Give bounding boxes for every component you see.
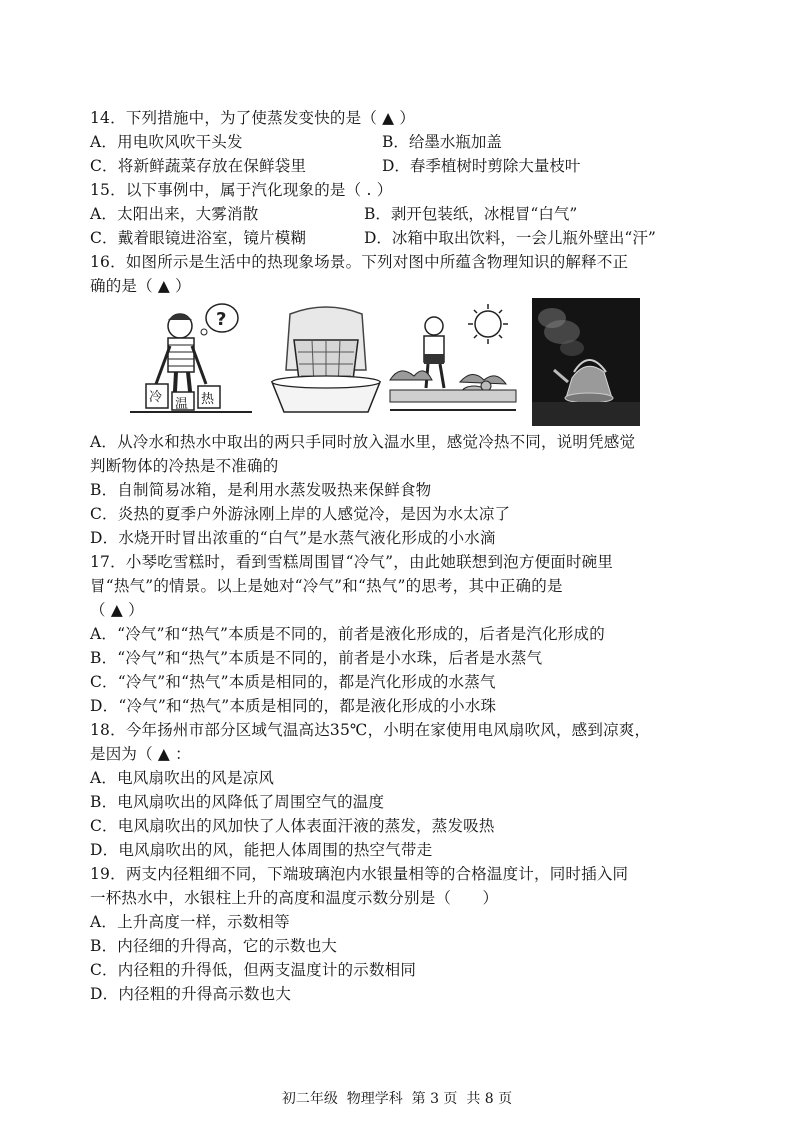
q14-option-c: C．将新鲜蔬菜存放在保鲜袋里: [90, 157, 307, 175]
q16-option-a-line2: 判断物体的冷热是不准确的: [90, 457, 279, 475]
page-footer: 初二年级 物理学科 第 3 页 共 8 页: [281, 1091, 513, 1107]
q18-stem-line2: 是因为（ ▲ ：: [90, 745, 191, 763]
q18-option-c: C．电风扇吹出的风加快了人体表面汗液的蒸发，蒸发吸热: [90, 817, 495, 835]
q16-stem-line2: 确的是（ ▲ ）: [90, 277, 191, 295]
q14-option-d: D．春季植树时剪除大量枝叶: [382, 157, 581, 175]
q14-stem: 14．下列措施中，为了使蒸发变快的是（ ▲ ）: [90, 109, 416, 127]
q16-option-a-line1: A．从冷水和热水中取出的两只手同时放入温水里，感觉冷热不同，说明凭感觉: [90, 433, 636, 451]
q15-stem: 15．以下事例中，属于汽化现象的是（ . ）: [90, 181, 393, 199]
q17-stem-line1: 17．小琴吃雪糕时，看到雪糕周围冒“冷气”，由此她联想到泡方便面时碗里: [90, 553, 614, 571]
figure-simple-fridge: [268, 300, 384, 420]
q15-option-d: D．冰箱中取出饮料，一会儿瓶外壁出“汗”: [364, 229, 656, 247]
q18-option-d: D．电风扇吹出的风，能把人体周围的热空气带走: [90, 841, 433, 859]
figure-swimmer: [388, 300, 518, 420]
q17-option-b: B．“冷气”和“热气”本质是不同的，前者是小水珠，后者是水蒸气: [90, 649, 543, 667]
basin-label-warm: 温: [175, 397, 189, 412]
q17-option-c: C．“冷气”和“热气”本质是相同的，都是汽化形成的水蒸气: [90, 673, 496, 691]
q16-option-b: B．自制简易冰箱，是利用水蒸发吸热来保鲜食物: [90, 481, 432, 499]
q15-option-c: C．戴着眼镜进浴室，镜片模糊: [90, 229, 307, 247]
q19-stem-line2: 一杯热水中，水银柱上升的高度和温度示数分别是（ ）: [90, 889, 499, 907]
q17-stem-line3: （ ▲ ）: [90, 601, 144, 619]
basin-label-cold: 冷: [149, 390, 163, 405]
q14-option-a: A．用电吹风吹干头发: [90, 133, 243, 151]
q18-option-b: B．电风扇吹出的风降低了周围空气的温度: [90, 793, 385, 811]
figure-hand-basins: [128, 300, 254, 420]
svg-text:?: ?: [216, 309, 227, 330]
q19-option-d: D．内径粗的升得高示数也大: [90, 985, 292, 1003]
q18-stem-line1: 18．今年扬州市部分区域气温高达35℃，小明在家使用电风扇吹风，感到凉爽，: [90, 721, 651, 739]
q17-option-a: A．“冷气”和“热气”本质是不同的，前者是液化形成的，后者是汽化形成的: [90, 625, 605, 643]
q19-option-b: B．内径细的升得高，它的示数也大: [90, 937, 338, 955]
q16-option-d: D．水烧开时冒出浓重的“白气”是水蒸气液化形成的小水滴: [90, 529, 496, 547]
figure-kettle-steam: [532, 298, 640, 426]
q17-stem-line2: 冒“热气”的情景。以上是她对“冷气”和“热气”的思考，其中正确的是: [90, 577, 563, 595]
basin-label-hot: 热: [201, 392, 215, 407]
q16-option-c: C．炎热的夏季户外游泳刚上岸的人感觉冷，是因为水太凉了: [90, 505, 511, 523]
q19-option-c: C．内径粗的升得低，但两支温度计的示数相同: [90, 961, 417, 979]
q19-stem-line1: 19．两支内径粗细不同，下端玻璃泡内水银量相等的合格温度计，同时插入同: [90, 865, 629, 883]
q17-option-d: D．“冷气”和“热气”本质是相同的，都是液化形成的小水珠: [90, 697, 497, 715]
q19-option-a: A．上升高度一样，示数相等: [90, 913, 290, 931]
q16-stem-line1: 16．如图所示是生活中的热现象场景。下列对图中所蕴含物理知识的解释不正: [90, 253, 629, 271]
q14-option-b: B．给墨水瓶加盖: [382, 133, 502, 151]
q18-option-a: A．电风扇吹出的风是凉风: [90, 769, 275, 787]
q15-option-a: A．太阳出来，大雾消散: [90, 205, 259, 223]
q15-option-b: B．剥开包装纸，冰棍冒“白气”: [364, 205, 578, 223]
